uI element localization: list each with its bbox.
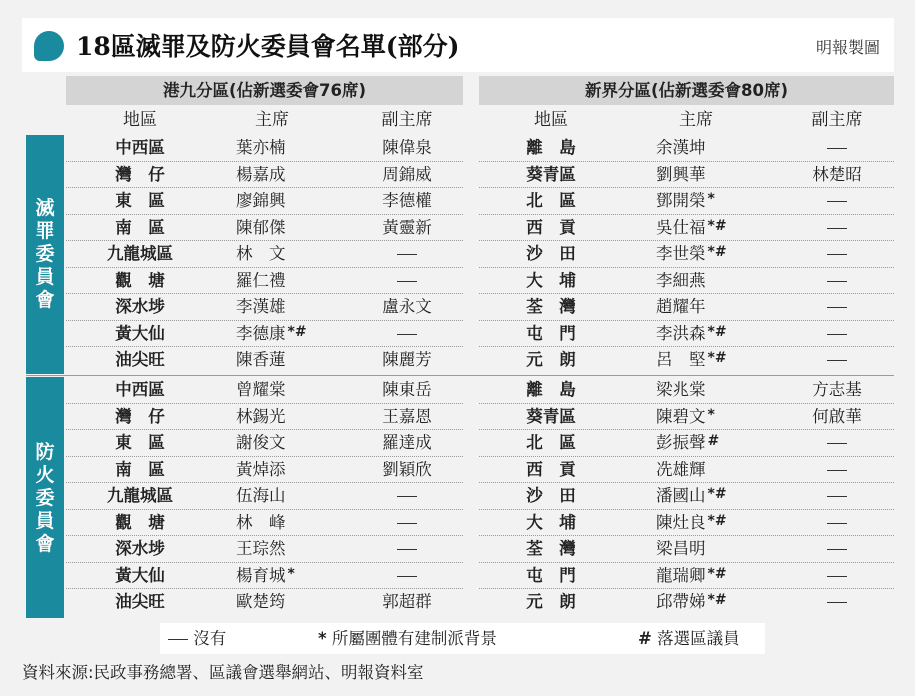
sidebar-fire-committee	[26, 377, 64, 618]
vice-chair-cell	[792, 188, 882, 214]
dash-icon	[827, 443, 847, 444]
region-cell: 東 區	[115, 433, 165, 452]
dash-icon	[827, 549, 847, 550]
vice-chair-cell	[792, 483, 882, 509]
note-mark: *#	[707, 244, 727, 260]
table-row	[479, 483, 894, 510]
chair-cell	[656, 294, 766, 320]
vice-chair-cell: 劉穎欣	[382, 459, 432, 479]
note-mark: *#	[707, 486, 727, 502]
table-row	[479, 347, 894, 374]
region-cell: 南 區	[115, 217, 165, 237]
vice-chair-cell	[792, 430, 882, 456]
legend	[160, 623, 765, 654]
column-header-vice: 副主席	[381, 110, 433, 130]
chair-cell	[236, 483, 336, 509]
table-row	[66, 589, 463, 616]
chair-cell	[656, 188, 766, 214]
note-mark: *#	[707, 592, 727, 608]
chair-cell	[656, 347, 766, 373]
chair-name: 廖錦興	[236, 191, 286, 210]
region-cell: 荃 灣	[526, 539, 576, 558]
chair-name: 林錫光	[236, 406, 286, 426]
chair-cell	[656, 589, 766, 615]
table-row	[479, 510, 894, 537]
chair-cell	[236, 268, 336, 294]
chair-name: 彭振聲	[656, 433, 706, 452]
region-cell: 離 島	[526, 138, 576, 157]
vice-chair-cell	[792, 215, 882, 241]
note-mark: *	[707, 191, 715, 207]
vice-chair-cell	[362, 536, 452, 562]
legend-star: * 所屬團體有建制派背景	[318, 629, 497, 648]
region-cell: 九龍城區	[107, 244, 173, 263]
vice-chair-cell	[362, 268, 452, 294]
table-row	[479, 215, 894, 242]
chair-name: 邱帶娣	[656, 592, 706, 611]
column-header-region: 地區	[534, 110, 568, 130]
region-cell: 黃大仙	[115, 565, 165, 585]
vice-chair-cell	[792, 321, 882, 347]
chair-name: 楊嘉成	[236, 164, 286, 184]
region-cell: 深水埗	[115, 297, 165, 316]
region-cell: 深水埗	[115, 539, 165, 558]
vice-chair-cell: 黃靈新	[382, 217, 432, 237]
region-header-kowloon: 港九分區(佔新選委會76席)	[66, 76, 463, 105]
region-cell: 北 區	[526, 433, 576, 452]
note-mark: *#	[707, 323, 727, 340]
vice-chair-cell: 林楚昭	[812, 164, 862, 184]
chair-name: 梁昌明	[656, 539, 706, 558]
region-cell: 大 埔	[526, 270, 576, 290]
chair-name: 曾耀棠	[236, 380, 286, 399]
dash-icon	[827, 360, 847, 361]
table-row	[479, 188, 894, 215]
chair-cell	[656, 377, 766, 403]
chair-name: 羅仁禮	[236, 270, 286, 290]
dash-icon	[397, 334, 417, 335]
table-row	[479, 404, 894, 431]
chair-name: 趙耀年	[656, 297, 706, 316]
chair-cell	[236, 241, 336, 267]
legend-none: 沒有	[168, 623, 226, 654]
chair-name: 林 峰	[236, 512, 286, 532]
chair-cell	[656, 241, 766, 267]
vice-chair-cell	[362, 483, 452, 509]
vice-chair-cell: 王嘉恩	[382, 406, 432, 426]
region-cell: 中西區	[115, 380, 165, 399]
chair-name: 李漢雄	[236, 297, 286, 316]
sidebar-crime-committee	[26, 135, 64, 374]
chair-name: 陳郁傑	[236, 217, 286, 237]
region-cell: 灣 仔	[115, 406, 165, 426]
dash-icon	[397, 254, 417, 255]
vice-chair-cell	[362, 563, 452, 589]
dash-icon	[827, 576, 847, 577]
region-cell: 西 貢	[526, 217, 576, 237]
chair-name: 伍海山	[236, 486, 286, 505]
chair-name: 余漢坤	[656, 138, 706, 157]
chair-cell	[656, 536, 766, 562]
table-row	[66, 321, 463, 348]
credit: 明報製圖	[815, 38, 880, 57]
table-row	[479, 377, 894, 404]
vice-chair-cell: 盧永文	[382, 297, 432, 316]
chair-cell	[236, 215, 336, 241]
table-row	[66, 215, 463, 242]
table-row	[66, 162, 463, 189]
hash-mark: #	[638, 629, 652, 648]
table-row	[479, 241, 894, 268]
vice-chair-cell: 羅達成	[382, 433, 432, 452]
chair-name: 李洪森	[656, 323, 706, 343]
note-mark: *#	[707, 512, 727, 529]
dash-icon	[827, 201, 847, 202]
dash-icon	[827, 523, 847, 524]
star-mark: *	[318, 629, 327, 648]
chair-name: 潘國山	[656, 486, 706, 505]
region-cell: 觀 塘	[115, 270, 165, 290]
note-mark: *	[707, 406, 715, 423]
chair-cell	[236, 563, 336, 589]
table-row	[66, 483, 463, 510]
source-note: 資料來源:民政事務總署、區議會選舉網站、明報資料室	[22, 663, 424, 682]
chair-name: 楊育城	[236, 565, 286, 585]
table-row	[66, 294, 463, 321]
table-row	[479, 268, 894, 295]
chair-name: 吳仕福	[656, 217, 706, 237]
table-row	[479, 135, 894, 162]
chair-cell	[656, 135, 766, 161]
chair-cell	[236, 430, 336, 456]
chair-name: 冼雄輝	[656, 459, 706, 479]
column-header-vice: 副主席	[811, 110, 863, 130]
dash-icon	[827, 228, 847, 229]
chair-name: 王琮然	[236, 539, 286, 558]
region-cell: 葵青區	[526, 164, 576, 184]
note-mark: *#	[287, 323, 307, 340]
speech-bubble-icon	[34, 31, 64, 61]
vice-chair-cell: 陳東岳	[382, 380, 432, 399]
dash-icon	[397, 549, 417, 550]
table-row	[66, 536, 463, 563]
chair-name: 鄧開榮	[656, 191, 706, 210]
table-row	[66, 241, 463, 268]
dash-icon	[827, 307, 847, 308]
chair-cell	[236, 377, 336, 403]
dash-icon	[397, 523, 417, 524]
chair-name: 陳灶良	[656, 512, 706, 532]
region-cell: 油尖旺	[115, 350, 165, 369]
chair-cell	[656, 510, 766, 536]
region-cell: 沙 田	[526, 244, 576, 263]
chair-name: 陳碧文	[656, 406, 706, 426]
chair-name: 李細燕	[656, 270, 706, 290]
table-row	[66, 430, 463, 457]
chair-cell	[656, 563, 766, 589]
chair-name: 李德康	[236, 323, 286, 343]
chair-cell	[656, 162, 766, 188]
table-row	[479, 457, 894, 484]
table-row	[66, 135, 463, 162]
region-cell: 南 區	[115, 459, 165, 479]
chair-cell	[656, 483, 766, 509]
dash-icon	[827, 496, 847, 497]
region-cell: 油尖旺	[115, 592, 165, 611]
table-row	[66, 510, 463, 537]
table-row	[66, 377, 463, 404]
chair-cell	[236, 457, 336, 483]
chair-cell	[236, 188, 336, 214]
chair-cell	[656, 457, 766, 483]
vice-chair-cell: 何啟華	[812, 406, 862, 426]
region-cell: 葵青區	[526, 406, 576, 426]
note-mark: *#	[707, 350, 727, 366]
vice-chair-cell	[362, 510, 452, 536]
note-mark: *#	[707, 565, 727, 582]
column-header-region: 地區	[123, 110, 157, 130]
committee-label-fire: 防 火 委 員 會	[35, 441, 55, 555]
note-mark: *#	[707, 217, 727, 234]
chair-name: 梁兆棠	[656, 380, 706, 399]
vice-chair-cell	[792, 563, 882, 589]
page-title: 18區滅罪及防火委員會名單(部分)	[76, 32, 460, 61]
chair-cell	[236, 321, 336, 347]
chair-name: 李世榮	[656, 244, 706, 263]
dash-icon	[827, 602, 847, 603]
column-header-chair: 主席	[255, 110, 289, 130]
region-cell: 觀 塘	[115, 512, 165, 532]
chair-cell	[236, 135, 336, 161]
chair-cell	[236, 294, 336, 320]
region-cell: 灣 仔	[115, 164, 165, 184]
vice-chair-cell: 陳麗芳	[382, 350, 432, 369]
table-row	[66, 188, 463, 215]
region-cell: 離 島	[526, 380, 576, 399]
region-cell: 沙 田	[526, 486, 576, 505]
vice-chair-cell	[792, 589, 882, 615]
chair-cell	[236, 404, 336, 430]
chair-cell	[236, 589, 336, 615]
chair-name: 劉興華	[656, 164, 706, 184]
chair-name: 龍瑞卿	[656, 565, 706, 585]
region-header-nt: 新界分區(佔新選委會80席)	[479, 76, 894, 105]
dash-icon	[827, 281, 847, 282]
vice-chair-cell	[362, 241, 452, 267]
vice-chair-cell: 周錦威	[382, 164, 432, 184]
chair-cell	[656, 430, 766, 456]
table-row	[479, 294, 894, 321]
chair-cell	[236, 162, 336, 188]
region-cell: 荃 灣	[526, 297, 576, 316]
dash-icon	[827, 334, 847, 335]
chair-name: 呂 堅	[656, 350, 706, 369]
dash-icon	[827, 254, 847, 255]
chair-name: 陳香蓮	[236, 350, 286, 369]
vice-chair-cell	[792, 457, 882, 483]
region-cell: 黃大仙	[115, 323, 165, 343]
vice-chair-cell	[792, 241, 882, 267]
chair-name: 黃焯添	[236, 459, 286, 479]
region-cell: 中西區	[115, 138, 165, 157]
note-mark: *	[287, 565, 295, 582]
dash-icon	[397, 576, 417, 577]
committee-label-crime: 滅 罪 委 員 會	[35, 197, 55, 311]
legend-hash: # 落選區議員	[638, 629, 740, 648]
region-cell: 九龍城區	[107, 486, 173, 505]
vice-chair-cell: 方志基	[812, 380, 862, 399]
region-cell: 元 朗	[526, 592, 576, 611]
vice-chair-cell	[792, 135, 882, 161]
table-row	[66, 563, 463, 590]
vice-chair-cell	[792, 510, 882, 536]
region-cell: 北 區	[526, 191, 576, 210]
region-cell: 屯 門	[526, 565, 576, 585]
table-row	[479, 589, 894, 616]
column-header-chair: 主席	[679, 110, 713, 130]
dash-icon	[827, 470, 847, 471]
chair-cell	[236, 510, 336, 536]
table-row	[479, 162, 894, 189]
dash-icon	[168, 639, 188, 640]
vice-chair-cell	[792, 294, 882, 320]
table-row	[66, 404, 463, 431]
chair-cell	[236, 347, 336, 373]
region-cell: 大 埔	[526, 512, 576, 532]
table-row	[479, 563, 894, 590]
dash-icon	[397, 281, 417, 282]
region-cell: 東 區	[115, 191, 165, 210]
chair-cell	[656, 215, 766, 241]
chair-name: 林 文	[236, 244, 286, 263]
region-cell: 西 貢	[526, 459, 576, 479]
region-cell: 元 朗	[526, 350, 576, 369]
table-row	[66, 268, 463, 295]
vice-chair-cell: 郭超群	[382, 592, 432, 611]
table-row	[66, 347, 463, 374]
chair-cell	[656, 321, 766, 347]
section-divider	[26, 375, 894, 376]
chair-name: 葉亦楠	[236, 138, 286, 157]
table-row	[479, 536, 894, 563]
vice-chair-cell	[792, 536, 882, 562]
chair-cell	[656, 268, 766, 294]
vice-chair-cell: 陳偉泉	[382, 138, 432, 157]
region-cell: 屯 門	[526, 323, 576, 343]
note-mark: #	[707, 433, 720, 449]
chair-name: 謝俊文	[236, 433, 286, 452]
table-row	[479, 321, 894, 348]
title-card	[22, 18, 894, 72]
vice-chair-cell	[792, 268, 882, 294]
chair-cell	[656, 404, 766, 430]
chair-cell	[236, 536, 336, 562]
dash-icon	[397, 496, 417, 497]
vice-chair-cell	[792, 347, 882, 373]
table-row	[479, 430, 894, 457]
vice-chair-cell: 李德權	[382, 191, 432, 210]
table-row	[66, 457, 463, 484]
dash-icon	[827, 148, 847, 149]
vice-chair-cell	[362, 321, 452, 347]
chair-name: 歐楚筠	[236, 592, 286, 611]
